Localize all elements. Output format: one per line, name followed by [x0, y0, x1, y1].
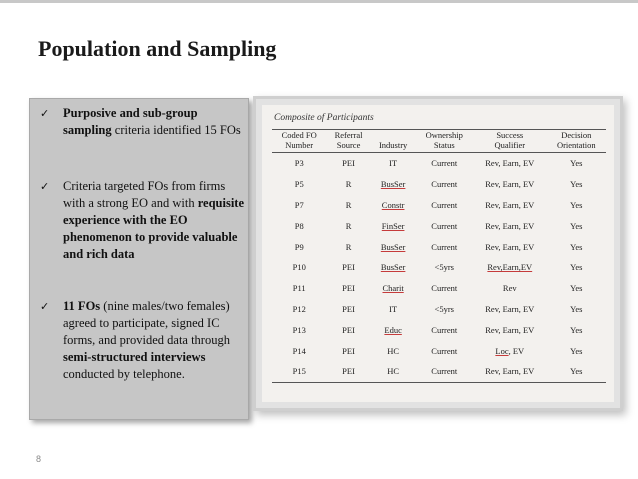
table-header-cell: Success Qualifier — [473, 130, 547, 153]
table-cell: Yes — [570, 303, 583, 314]
table-row — [272, 278, 606, 299]
bullet-text — [63, 178, 246, 263]
table-row — [272, 340, 606, 361]
table-cell: Rev, Earn, EV — [485, 303, 535, 314]
table-cell: P10 — [292, 262, 306, 273]
table-cell: IT — [389, 303, 398, 314]
table-cell: Current — [431, 158, 458, 169]
table-header-cell: Decision Orientation — [547, 130, 606, 153]
table-cell: FinSer — [381, 220, 405, 231]
table-cell: Yes — [570, 199, 583, 210]
table-cell: Rev,Earn,EV — [487, 262, 533, 273]
table-cell: Current — [416, 361, 473, 382]
table-cell: P12 — [292, 303, 306, 314]
table-cell: P3 — [294, 158, 304, 169]
table-cell: PEI — [326, 361, 370, 382]
table-cell: P14 — [292, 345, 306, 356]
bullet-item-3 — [40, 298, 246, 383]
bullet-plain-text: Criteria targeted FOs from firms with a strong EO and with — [63, 179, 226, 210]
table-cell: P13 — [292, 324, 306, 335]
table-cell: <5yrs — [434, 262, 454, 273]
bullet-text — [63, 105, 246, 139]
bullet-item-2 — [40, 178, 246, 263]
table-header-cell: Referral Source — [326, 130, 370, 153]
table-cell: Rev, Earn, EV — [485, 179, 535, 190]
table-cell: Educ — [384, 324, 402, 335]
table-cell: Loc, EV — [495, 345, 525, 356]
bullet-bold-text: Purposive and sub-group sampling — [63, 106, 198, 137]
table-cell: P5 — [294, 179, 304, 190]
table-cell: R — [345, 179, 352, 190]
table-header-cell: Industry — [371, 130, 416, 153]
table-cell: R — [345, 220, 352, 231]
table-cell: Rev, Earn, EV — [485, 241, 535, 252]
table-cell: R — [345, 241, 352, 252]
table-cell: PEI — [342, 345, 355, 356]
table-row — [272, 361, 606, 382]
bullet-bold-text: 11 FOs — [63, 299, 101, 313]
table-cell: Rev, Earn, EV — [485, 220, 535, 231]
table-cell: BusSer — [380, 241, 406, 252]
table-cell: PEI — [342, 158, 355, 169]
table-cell: Current — [431, 220, 458, 231]
table-row — [272, 236, 606, 257]
table-cell: P15 — [272, 361, 326, 382]
table-cell: Constr — [381, 199, 405, 210]
table-caption: Composite of Participants — [274, 113, 374, 123]
table-cell: Yes — [547, 361, 606, 382]
table-cell: Rev, Earn, EV — [485, 199, 535, 210]
table-row — [272, 195, 606, 216]
participants-table-image — [262, 105, 614, 402]
table-cell: HC — [371, 361, 416, 382]
table-cell: Yes — [570, 220, 583, 231]
participants-table — [272, 129, 606, 383]
table-cell: Yes — [570, 324, 583, 335]
table-row — [272, 174, 606, 195]
table-cell: Current — [431, 179, 458, 190]
table-cell: PEI — [342, 324, 355, 335]
checkmark-icon: ✓ — [40, 300, 50, 313]
table-cell: BusSer — [380, 262, 406, 273]
table-cell: Current — [431, 345, 458, 356]
table-cell: Yes — [570, 179, 583, 190]
bullet-plain-text: conducted by telephone. — [63, 367, 185, 381]
bullet-panel — [29, 98, 249, 420]
table-cell: Current — [431, 324, 458, 335]
table-cell: Yes — [570, 158, 583, 169]
table-header-row — [272, 130, 606, 153]
table-cell: P11 — [292, 283, 306, 294]
table-row — [272, 153, 606, 174]
table-row — [272, 215, 606, 236]
page-number: 8 — [36, 454, 42, 464]
table-cell: Current — [431, 241, 458, 252]
table-cell: Rev — [502, 283, 517, 294]
table-cell: Yes — [570, 262, 583, 273]
checkmark-icon: ✓ — [40, 107, 50, 120]
top-rule — [0, 0, 638, 3]
table-cell: IT — [389, 158, 398, 169]
table-cell: P9 — [294, 241, 304, 252]
table-cell: <5yrs — [434, 303, 454, 314]
table-cell: PEI — [342, 303, 355, 314]
table-row — [272, 319, 606, 340]
table-body — [272, 153, 606, 383]
table-cell: R — [345, 199, 352, 210]
bullet-bold-text: semi-structured interviews — [63, 350, 206, 364]
table-header-cell: Coded FO Number — [272, 130, 326, 153]
table-cell: Charit — [382, 283, 404, 294]
table-cell: BusSer — [380, 179, 406, 190]
table-cell: Current — [431, 199, 458, 210]
checkmark-icon: ✓ — [40, 180, 50, 193]
table-row — [272, 257, 606, 278]
table-cell: PEI — [342, 283, 355, 294]
table-header-cell: Ownership Status — [416, 130, 473, 153]
table-cell: HC — [387, 345, 400, 356]
table-cell: Current — [431, 283, 458, 294]
bullet-item-1 — [40, 105, 246, 139]
table-cell: Yes — [570, 283, 583, 294]
table-cell: Rev, Earn, EV — [485, 324, 535, 335]
table-cell: Yes — [570, 345, 583, 356]
table-row — [272, 299, 606, 320]
table-cell: Rev, Earn, EV — [473, 361, 547, 382]
table-cell: P7 — [294, 199, 304, 210]
bullet-plain-text: criteria identified 15 FOs — [111, 123, 241, 137]
bullet-text — [63, 298, 246, 383]
table-cell: Yes — [570, 241, 583, 252]
table-cell: PEI — [342, 262, 355, 273]
bullet-plain-text: (nine males/two females) agreed to participate, signed IC forms, and provided data through — [63, 299, 230, 347]
table-cell: Rev, Earn, EV — [485, 158, 535, 169]
bullet-bold-text: requisite experience with the EO phenomenon to provide valuable and rich data — [63, 196, 245, 261]
table-cell: P8 — [294, 220, 304, 231]
slide-title: Population and Sampling — [38, 36, 277, 61]
